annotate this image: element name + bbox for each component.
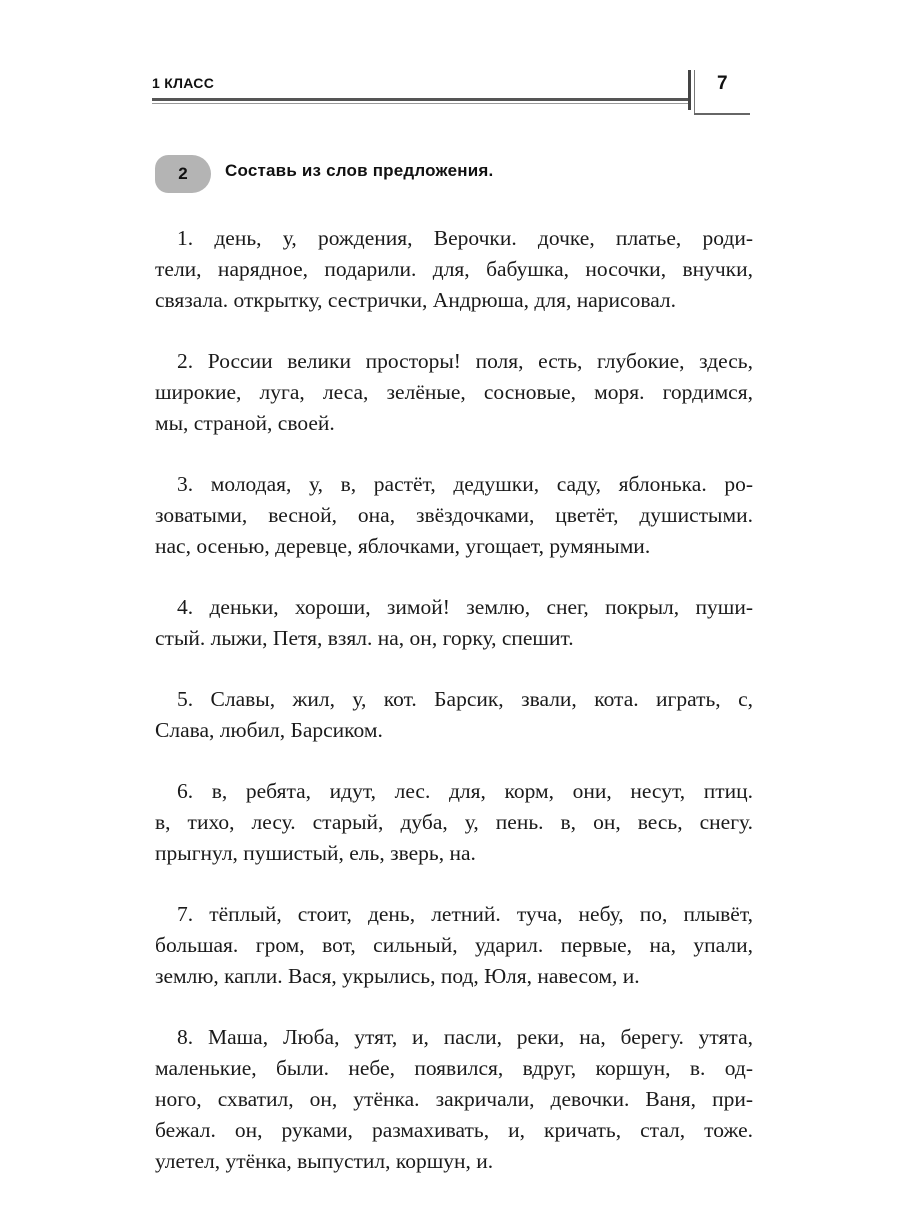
exercise-3 bbox=[155, 469, 753, 562]
exercise-line: прыгнул, пушистый, ель, зверь, на. bbox=[155, 841, 476, 865]
exercise-4 bbox=[155, 592, 753, 654]
exercise-line: большая. гром, вот, сильный, ударил. первые, на, упали, bbox=[155, 933, 753, 957]
exercise-8 bbox=[155, 1022, 753, 1177]
task-header bbox=[155, 155, 755, 195]
exercise-line: 5. Славы, жил, у, кот. Барсик, звали, кота. играть, с, bbox=[177, 687, 753, 711]
exercise-line: ного, схватил, он, утёнка. закричали, девочки. Ваня, при- bbox=[155, 1087, 753, 1111]
exercise-list bbox=[155, 223, 753, 1207]
exercise-line: маленькие, были. небе, появился, вдруг, коршун, в. од- bbox=[155, 1056, 753, 1080]
exercise-line: нас, осенью, деревце, яблочками, угощает, румяными. bbox=[155, 534, 651, 558]
exercise-7 bbox=[155, 899, 753, 992]
exercise-line: тели, нарядное, подарили. для, бабушка, носочки, внучки, bbox=[155, 257, 753, 281]
exercise-line: улетел, утёнка, выпустил, коршун, и. bbox=[155, 1149, 494, 1173]
header-rule bbox=[152, 98, 688, 101]
exercise-line: 4. деньки, хороши, зимой! землю, снег, покрыл, пуши- bbox=[177, 595, 753, 619]
page-header bbox=[152, 70, 750, 118]
exercise-line: в, тихо, лесу. старый, дуба, у, пень. в, он, весь, снегу. bbox=[155, 810, 753, 834]
task-title: Составь из слов предложения. bbox=[225, 161, 494, 180]
exercise-line: мы, страной, своей. bbox=[155, 411, 335, 435]
exercise-2 bbox=[155, 346, 753, 439]
exercise-line: 7. тёплый, стоит, день, летний. туча, небу, по, плывёт, bbox=[177, 902, 753, 926]
exercise-line: стый. лыжи, Петя, взял. на, он, горку, спешит. bbox=[155, 626, 574, 650]
exercise-line: 6. в, ребята, идут, лес. для, корм, они, несут, птиц. bbox=[177, 779, 753, 803]
exercise-line: 3. молодая, у, в, растёт, дедушки, саду, яблонька. ро- bbox=[177, 472, 753, 496]
task-number-badge: 2 bbox=[155, 155, 211, 193]
exercise-line: 1. день, у, рождения, Верочки. дочке, платье, роди- bbox=[177, 226, 753, 250]
header-vertical-bar-thin bbox=[694, 70, 695, 114]
header-rule-thin bbox=[152, 103, 688, 104]
exercise-line: землю, капли. Вася, укрылись, под, Юля, навесом, и. bbox=[155, 964, 640, 988]
exercise-6 bbox=[155, 776, 753, 869]
exercise-1 bbox=[155, 223, 753, 316]
exercise-line: связала. открытку, сестрички, Андрюша, для, нарисовал. bbox=[155, 288, 677, 312]
grade-label: 1 КЛАСС bbox=[152, 75, 215, 91]
page-number: 7 bbox=[717, 73, 728, 94]
header-vertical-bar bbox=[688, 70, 691, 110]
page-number-underline bbox=[694, 113, 750, 115]
exercise-line: 2. России велики просторы! поля, есть, глубокие, здесь, bbox=[177, 349, 753, 373]
exercise-line: бежал. он, руками, размахивать, и, кричать, стал, тоже. bbox=[155, 1118, 753, 1142]
exercise-line: широкие, луга, леса, зелёные, сосновые, моря. гордимся, bbox=[155, 380, 753, 404]
exercise-line: Слава, любил, Барсиком. bbox=[155, 718, 383, 742]
exercise-5 bbox=[155, 684, 753, 746]
exercise-line: 8. Маша, Люба, утят, и, пасли, реки, на, берегу. утята, bbox=[177, 1025, 753, 1049]
exercise-line: зоватыми, весной, она, звёздочками, цветёт, душистыми. bbox=[155, 503, 753, 527]
